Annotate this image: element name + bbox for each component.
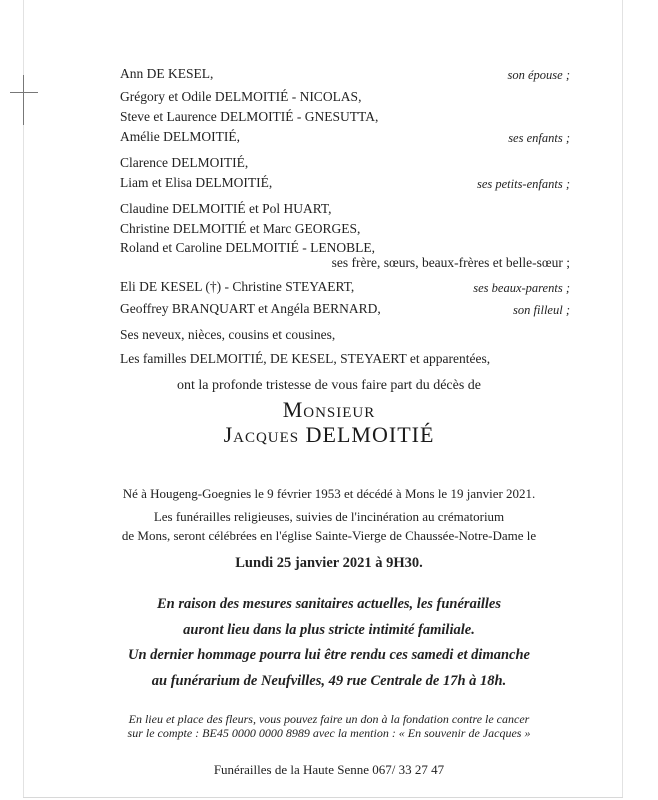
funeral-date: Lundi 25 janvier 2021 à 9H30. bbox=[235, 555, 423, 571]
funeral-info: de Mons, seront célébrées en l'église Sainte-Vierge de Chaussée-Notre-Dame le bbox=[121, 528, 537, 543]
family-relation: ses beaux-parents ; bbox=[473, 281, 570, 295]
family-name: Amélie DELMOITIÉ, bbox=[120, 129, 240, 144]
family-relation: son épouse ; bbox=[507, 68, 570, 82]
family-name: Grégory et Odile DELMOITIÉ - NICOLAS, bbox=[120, 89, 362, 104]
funeral-home: Funérailles de la Haute Senne 067/ 33 27 47 bbox=[213, 762, 445, 777]
deceased-name bbox=[0, 422, 658, 448]
funeral-info: Les funérailles religieuses, suivies de l'incinération au crématorium bbox=[153, 509, 505, 524]
donation-line: En lieu et place des fleurs, vous pouvez faire un don à la fondation contre le cancer bbox=[128, 712, 530, 726]
family-name: Ses neveux, nièces, cousins et cousines, bbox=[120, 327, 336, 342]
family-name: Roland et Caroline DELMOITIÉ - LENOBLE, bbox=[120, 240, 375, 255]
family-name: Steve et Laurence DELMOITIÉ - GNESUTTA, bbox=[120, 109, 379, 124]
family-name: Clarence DELMOITIÉ, bbox=[120, 155, 249, 170]
deceased-first-name: Jacques bbox=[223, 422, 300, 447]
notice-line: En raison des mesures sanitaires actuelles, les funérailles bbox=[156, 596, 501, 612]
family-name: Geoffrey BRANQUART et Angéla BERNARD, bbox=[120, 301, 381, 316]
family-name: Eli DE KESEL (†) - Christine STEYAERT, bbox=[120, 279, 355, 294]
page-border-bottom bbox=[23, 797, 623, 798]
deceased-title: Monsieur bbox=[282, 397, 376, 422]
deceased-last-name: DELMOITIÉ bbox=[305, 422, 435, 447]
family-relation: ses enfants ; bbox=[508, 131, 570, 145]
family-name: Claudine DELMOITIÉ et Pol HUART, bbox=[120, 201, 332, 216]
notice-line: Un dernier hommage pourra lui être rendu ces samedi et dimanche bbox=[128, 647, 530, 663]
notice-line: au funérarium de Neufvilles, 49 rue Centrale de 17h à 18h. bbox=[151, 673, 507, 689]
family-relation: son filleul ; bbox=[513, 303, 570, 317]
announcement: ont la profonde tristesse de vous faire part du décès de bbox=[176, 378, 481, 393]
birth-death: Né à Hougeng-Goegnies le 9 février 1953 et décédé à Mons le 19 janvier 2021. bbox=[122, 486, 536, 501]
notice-line: auront lieu dans la plus stricte intimité familiale. bbox=[183, 622, 475, 638]
family-name: Ann DE KESEL, bbox=[120, 66, 214, 81]
family-relation: ses frère, sœurs, beaux-frères et belle-sœur ; bbox=[331, 255, 570, 270]
donation-line: sur le compte : BE45 0000 0000 8989 avec la mention : « En souvenir de Jacques » bbox=[127, 726, 531, 740]
family-name: Les familles DELMOITIÉ, DE KESEL, STEYAERT et apparentées, bbox=[120, 351, 491, 366]
family-name: Christine DELMOITIÉ et Marc GEORGES, bbox=[120, 221, 361, 236]
cross-icon bbox=[10, 75, 38, 125]
family-name: Liam et Elisa DELMOITIÉ, bbox=[120, 175, 273, 190]
family-relation: ses petits-enfants ; bbox=[476, 177, 570, 191]
